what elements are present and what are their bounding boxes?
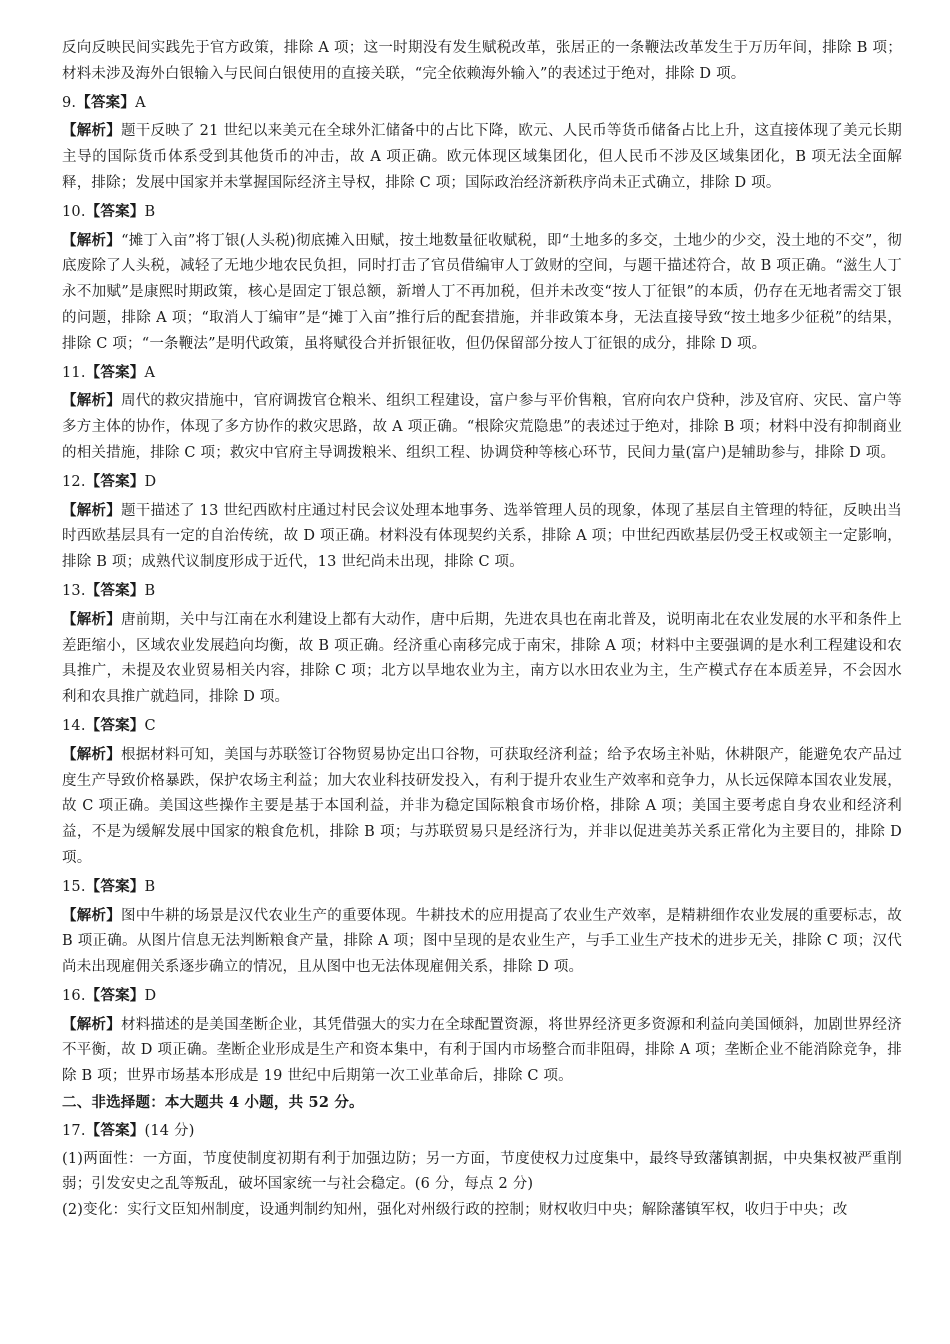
analysis-tag: 【解析】 xyxy=(62,122,122,140)
answer-line-q9 xyxy=(62,90,902,117)
question-number: 16. xyxy=(62,987,86,1004)
analysis-q9 xyxy=(62,118,902,196)
section-heading: 二、非选择题：本大题共 4 小题，共 52 分。 xyxy=(62,1094,364,1112)
answer-line-q16 xyxy=(62,983,902,1010)
question-number: 12. xyxy=(62,473,86,490)
answer-tag: 【答案】 xyxy=(85,716,145,734)
analysis-text: 根据材料可知，美国与苏联签订谷物贸易协定出口谷物，可获取经济利益；给予农场主补贴，休耕限产，能避免农产品过度生产导致价格暴跌，保护农场主利益；加大农业科技研发投入，有利于提升农业生产效率和竞争力，从长远保障本国农业发展，故 C 项正确。美国这些操作主要是基于本国利益，并非为稳定国际粮食市场价格，排除 A 项；美国主要考虑自身农业和经济利益，不是为缓解发展中国家的粮食危机，排除 B 项；与苏联贸易只是经济行为，并非以促进美苏关系正常化为主要目的，排除 D 项。 xyxy=(62,746,902,866)
answer-value: B xyxy=(144,582,156,599)
answer-value: B xyxy=(144,203,156,220)
question-number: 11. xyxy=(62,364,86,381)
answer-line-q14 xyxy=(62,713,902,740)
question-number: 17. xyxy=(62,1122,86,1139)
analysis-q14 xyxy=(62,742,902,872)
answer-line-q10 xyxy=(62,199,902,226)
answer-tag: 【答案】 xyxy=(76,93,136,111)
answer-value: A xyxy=(144,364,156,381)
answer-tag: 【答案】 xyxy=(85,877,145,895)
answer-line-q17 xyxy=(62,1118,902,1145)
q17-part2: (2)变化：实行文臣知州制度，设通判制约知州，强化对州级行政的控制；财权收归中央；解除藩镇军权，收归于中央；改 xyxy=(62,1202,848,1219)
answer-tag: 【答案】 xyxy=(85,581,145,599)
analysis-q11 xyxy=(62,388,902,466)
answer-tag: 【答案】 xyxy=(85,202,145,220)
analysis-q15 xyxy=(62,903,902,981)
answer-line-q13 xyxy=(62,578,902,605)
document-page xyxy=(62,36,902,1224)
question-number: 14. xyxy=(62,717,86,734)
analysis-tag: 【解析】 xyxy=(62,906,121,924)
analysis-tag: 【解析】 xyxy=(62,1015,121,1033)
analysis-text: 材料描述的是美国垄断企业，其凭借强大的实力在全球配置资源，将世界经济更多资源和利益向美国倾斜，加剧世界经济不平衡，故 D 项正确。垄断企业形成是生产和资本集中，有利于国内市场整合而非阻碍，排除 A 项；垄断企业不能消除竞争，排除 B 项；世界市场基本形成是 19 世纪中后期第一次工业革命后，排除 C 项。 xyxy=(62,1016,902,1085)
analysis-text: 图中牛耕的场景是汉代农业生产的重要体现。牛耕技术的应用提高了农业生产效率，是精耕细作农业发展的重要标志，故 B 项正确。从图片信息无法判断粮食产量，排除 A 项；图中呈现的是农业生产，与手工业生产技术的进步无关，排除 C 项；汉代尚未出现雇佣关系逐步确立的情况，且从图中也无法体现雇佣关系，排除 D 项。 xyxy=(62,907,902,976)
question-number: 10. xyxy=(62,203,86,220)
analysis-tag: 【解析】 xyxy=(62,610,121,628)
answer-value: D xyxy=(144,987,157,1004)
answer-line-q11 xyxy=(62,360,902,387)
analysis-text: “摊丁入亩”将丁银(人头税)彻底摊入田赋，按土地数量征收赋税，即“土地多的多交，土地少的少交，没土地的不交”，彻底废除了人头税，减轻了无地少地农民负担，同时打击了官员借编审人丁敛财的空间，与题干描述符合，故 B 项正确。“滋生人丁永不加赋”是康熙时期政策，核心是固定丁银总额，新增人丁不再加税，但并未改变“按人丁征银”的本质，仍存在无地者需交丁银的问题，排除 A 项；“取消人丁编审”是“摊丁入亩”推行后的配套措施，并非政策本身，无法直接导致“按土地多少征税”的结果，排除 C 项；“一条鞭法”是明代政策，虽将赋役合并折银征收，但仍保留部分按人丁征银的成分，排除 D 项。 xyxy=(62,232,902,352)
answer-value: D xyxy=(144,473,157,490)
analysis-q10 xyxy=(62,228,902,358)
analysis-q12 xyxy=(62,498,902,576)
q17-part1: (1)两面性：一方面，节度使制度初期有利于加强边防；另一方面，节度使权力过度集中，最终导致藩镇割据，中央集权被严重削弱；引发安史之乱等叛乱，破坏国家统一与社会稳定。(6 分，每点 2 分) xyxy=(62,1150,902,1193)
analysis-tag: 【解析】 xyxy=(62,745,121,763)
answer-value: C xyxy=(144,717,156,734)
question-number: 15. xyxy=(62,878,86,895)
question-number: 13. xyxy=(62,582,86,599)
answer-value: A xyxy=(135,94,146,111)
analysis-text: 题干反映了 21 世纪以来美元在全球外汇储备中的占比下降，欧元、人民币等货币储备占比上升，这直接体现了美元长期主导的国际货币体系受到其他货币的冲击，故 A 项正确。欧元体现区域集团化，但人民币不涉及区域集团化，B 项无法全面解释，排除；发展中国家并未掌握国际经济主导权，排除 C 项；国际政治经济新秩序尚未正式确立，排除 D 项。 xyxy=(62,123,902,191)
answer-value: B xyxy=(144,878,156,895)
answer-tag: 【答案】 xyxy=(85,363,145,381)
analysis-tag: 【解析】 xyxy=(62,231,122,249)
answer-value: (14 分) xyxy=(144,1122,195,1139)
analysis-tag: 【解析】 xyxy=(62,501,122,519)
analysis-q16 xyxy=(62,1012,902,1090)
analysis-tag: 【解析】 xyxy=(62,392,121,410)
answer-line-q12 xyxy=(62,469,902,496)
analysis-text: 题干描述了 13 世纪西欧村庄通过村民会议处理本地事务、选举管理人员的现象，体现了基层自主管理的特征，反映出当时西欧基层具有一定的自治传统，故 D 项正确。材料没有体现契约关系，排除 A 项；中世纪西欧基层仍受王权或领主一定影响，排除 B 项；成熟代议制度形成于近代，13 世纪尚未出现，排除 C 项。 xyxy=(62,502,902,571)
question-number: 9. xyxy=(62,94,77,111)
answer-tag: 【答案】 xyxy=(85,472,145,490)
answer-line-q15 xyxy=(62,874,902,901)
analysis-text: 周代的救灾措施中，官府调拨官仓粮米、组织工程建设，富户参与平价售粮，官府向农户贷种，涉及官府、灾民、富户等多方主体的协作，体现了多方协作的救灾思路，故 A 项正确。“根除灾荒隐患”的表述过于绝对，排除 B 项；材料中没有抑制商业的相关措施，排除 C 项；救灾中官府主导调拨粮米、组织工程、协调贷种等核心环节，民间力量(富户)是辅助参与，排除 D 项。 xyxy=(62,393,902,461)
intro-paragraph: 反向反映民间实践先于官方政策，排除 A 项；这一时期没有发生赋税改革，张居正的一条鞭法改革发生于万历年间，排除 B 项；材料未涉及海外白银输入与民间白银使用的直接关联，“完全依赖海外输入”的表述过于绝对，排除 D 项。 xyxy=(62,40,902,82)
answer-tag: 【答案】 xyxy=(85,986,145,1004)
answer-tag: 【答案】 xyxy=(85,1121,145,1139)
analysis-text: 唐前期，关中与江南在水利建设上都有大动作，唐中后期，先进农具也在南北普及，说明南北在农业发展的水平和条件上差距缩小，区域农业发展趋向均衡，故 B 项正确。经济重心南移完成于南宋，排除 A 项；材料中主要强调的是水利工程建设和农具推广，未提及农业贸易相关内容，排除 C 项；北方以旱地农业为主，南方以水田农业为主，生产模式存在本质差异，不会因水利和农具推广就趋同，排除 D 项。 xyxy=(62,611,902,706)
analysis-q13 xyxy=(62,607,902,711)
